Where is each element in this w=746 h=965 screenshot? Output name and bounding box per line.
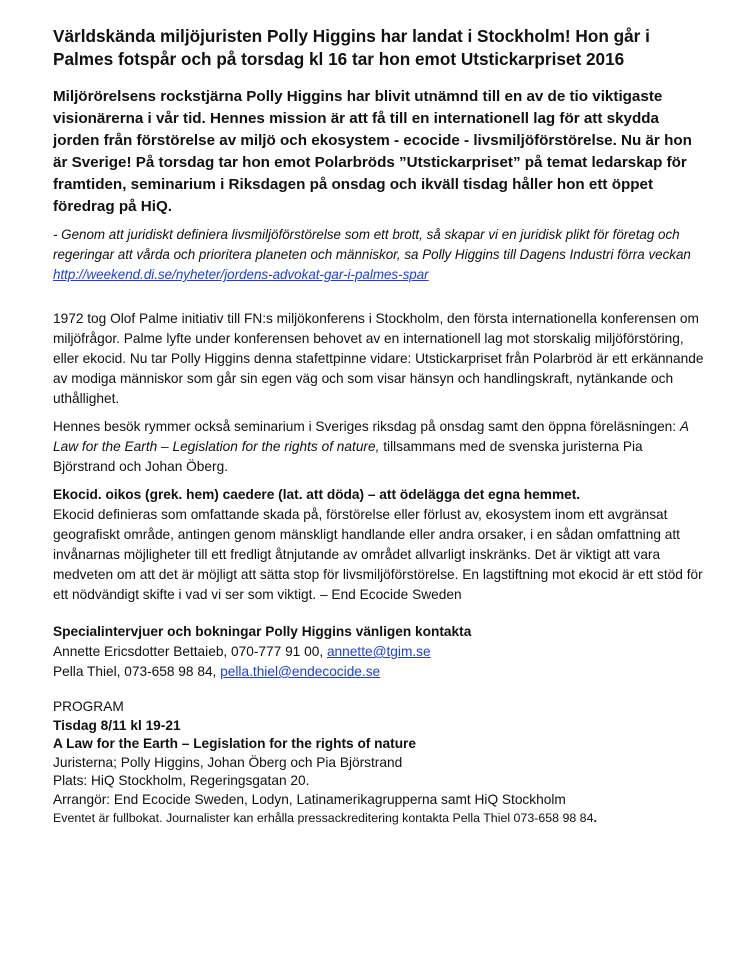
contact-pella-text: Pella Thiel, 073-658 98 84, <box>53 664 221 679</box>
visit-text-before: Hennes besök rymmer också seminarium i Sveriges riksdag på onsdag samt den öppna föreläsningen: <box>53 419 680 434</box>
ecocide-heading: Ekocid. oikos (grek. hem) caedere (lat. att döda) – att ödelägga det egna hemmet. <box>53 487 581 502</box>
contact-heading: Specialintervjuer och bokningar Polly Higgins vänligen kontakta <box>53 624 472 639</box>
contact-line-pella <box>53 662 706 682</box>
headline: Världskända miljöjuristen Polly Higgins har landat i Stockholm! Hon går i Palmes fotspår och på torsdag kl 16 tar hon emot Utstickarpriset 2016 <box>53 26 650 69</box>
program-label: PROGRAM <box>53 699 124 714</box>
contact-line-annette <box>53 642 706 662</box>
program-note-text: Eventet är fullbokat. Journalister kan erhålla pressackreditering kontakta Pella Thiel 073-658 98 84 <box>53 811 594 825</box>
contact-section <box>53 622 706 682</box>
program-note <box>53 809 706 827</box>
program-place: Plats: HiQ Stockholm, Regeringsgatan 20. <box>53 773 310 788</box>
lecture-title-italic: A Law for the Earth – Legislation for the rights of nature, <box>53 419 689 454</box>
ecocide-section <box>53 485 706 605</box>
ecocide-body: Ekocid definieras som omfattande skada på, förstörelse eller förlust av, ekosystem inom ett avgränsat geografiskt område, antingen genom mänskligt handlande eller andra orsaker, i en sådan omfattning att invånarnas möjligheter till ett fredligt åtnjutande av området allvarligt inskränks. Det är viktigt att vara medveten om att det är möjligt att sätta stop för livsmiljöförstörelse. En lagstiftning mot ekocid är ett stöd för ett nödvändigt skifte i vad vi ser som viktigt. – End Ecocide Sweden <box>53 507 703 602</box>
quote-paragraph <box>53 225 706 285</box>
lead-paragraph: Miljörörelsens rockstjärna Polly Higgins har blivit utnämnd till en av de tio viktigaste visionärerna i vår tid. Hennes mission är att få till en internationell lag för att skydda jorden från förstörelse av miljö och ekosystem - ecocide - livsmiljöförstörelse. Nu är hon är Sverige! På torsdag tar hon emot Polarbröds ”Utstickarpriset” på temat ledarskap för framtiden, seminarium i Riksdagen på onsdag och ikväll tisdag håller hon ett öppet föredrag på HiQ. <box>53 88 692 215</box>
quote-text: - Genom att juridiskt definiera livsmiljöförstörelse som ett brott, så skapar vi en juridisk plikt för företag och regeringar att vårda och prioritera planeten och människor, sa Polly Higgins till Dagens Industri förra veckan <box>53 227 691 262</box>
article-link[interactable]: http://weekend.di.se/nyheter/jordens-advokat-gar-i-palmes-spar <box>53 267 429 282</box>
program-organizer: Arrangör: End Ecocide Sweden, Lodyn, Latinamerikagrupperna samt HiQ Stockholm <box>53 791 566 807</box>
program-date: Tisdag 8/11 kl 19-21 <box>53 717 181 733</box>
program-speakers: Juristerna; Polly Higgins, Johan Öberg och Pia Björstrand <box>53 754 403 770</box>
program-note-end: . <box>593 811 597 825</box>
annette-email-link[interactable]: annette@tgim.se <box>326 644 431 659</box>
palme-paragraph: 1972 tog Olof Palme initiativ till FN:s miljökonferens i Stockholm, den första internationella konferensen om miljöfrågor. Palme lyfte under konferensen behovet av en internationell lag mot storskalig miljöförstöring, eller ekocid. Nu tar Polly Higgins denna stafettpinne vidare: Utstickarpriset från Polarbröd är ett erkännande av modiga människor som går sin egen väg och som visar hänsyn och handlingskraft, nytänkande och uthållighet. <box>53 311 704 406</box>
program-section <box>53 698 706 827</box>
pella-email-link[interactable]: pella.thiel@endecocide.se <box>220 664 381 679</box>
program-event-title: A Law for the Earth – Legislation for the rights of nature <box>53 736 416 751</box>
visit-text-after: tillsammans med de svenska juristerna Pia Björstrand och Johan Öberg. <box>53 439 643 474</box>
visit-paragraph <box>53 417 706 477</box>
contact-annette-text: Annette Ericsdotter Bettaieb, 070-777 91 00, <box>53 644 327 659</box>
